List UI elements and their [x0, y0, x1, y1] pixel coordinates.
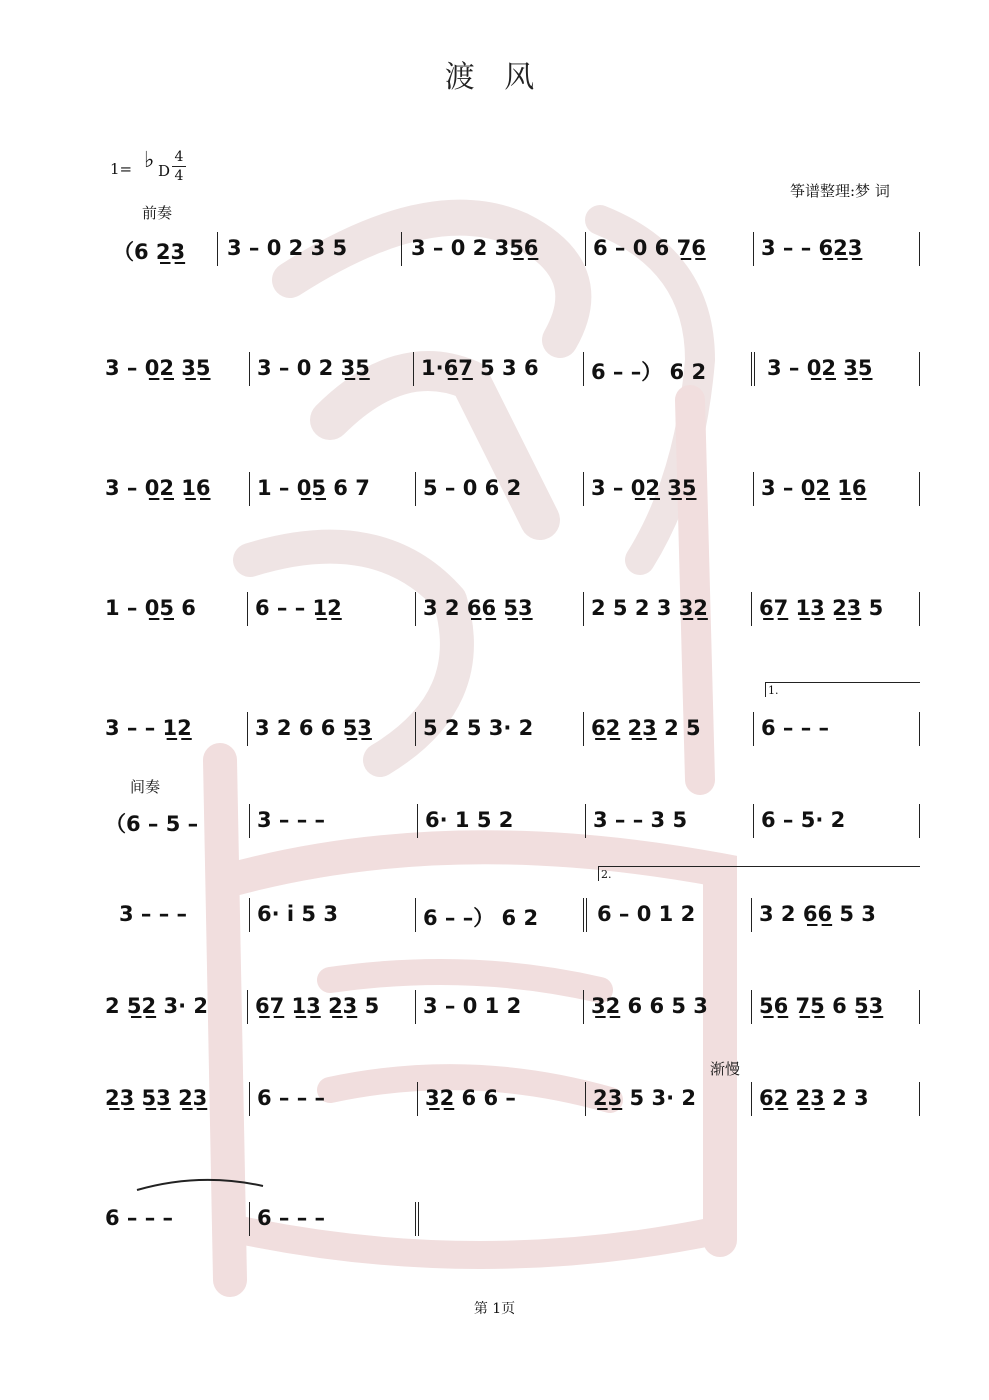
- measure: 3 – 0̲2̲ 3̲5̲: [105, 356, 211, 380]
- measure: 3̲2̲ 6 6 5 3: [591, 994, 708, 1018]
- time-bottom: 4: [174, 168, 184, 184]
- measure: 3 – – 3 5: [593, 808, 688, 832]
- measure: 5 2 5 3· 2: [423, 716, 534, 740]
- time-top: 4: [174, 149, 184, 165]
- volta-2-label: 2.: [601, 868, 612, 881]
- measure: 6 – – –: [105, 1206, 174, 1230]
- measure: 6· i 5 3: [257, 902, 338, 926]
- measure: 6̲2̲ 2̲3̲ 2 3: [759, 1086, 869, 1110]
- measure: 6 – –） 6 2: [423, 906, 539, 930]
- measure: 6̲7̲ 1̲3̲ 2̲3̲ 5: [255, 994, 380, 1018]
- page-footer: 第 1页: [473, 1301, 516, 1317]
- song-title: 渡 风: [444, 60, 545, 95]
- arranger-credit: 筝谱整理:梦 词: [790, 182, 890, 200]
- label-interlude: 间奏: [130, 778, 161, 796]
- measure: 3 2 6 6 5̲3̲: [255, 716, 372, 740]
- measure: 3 2 6̲6̲ 5̲3̲: [423, 596, 533, 620]
- measure: 1 – 0̲5̲ 6 7: [257, 476, 370, 500]
- label-slowing: 渐慢: [710, 1060, 741, 1078]
- score-row-3: [105, 464, 920, 534]
- score-row-5: [105, 704, 920, 774]
- volta-2: [598, 866, 920, 867]
- measure: （6 2̲3̲: [113, 240, 186, 264]
- key-note: D: [158, 162, 171, 180]
- measure: 3 – 0 1 2: [423, 994, 522, 1018]
- measure: （6 – 5 –: [105, 812, 199, 836]
- score-row-9: [105, 1074, 920, 1144]
- measure: 5̲6̲ 7̲5̲ 6 5̲3̲: [759, 994, 884, 1018]
- measure: 3 – 0 2 3 5: [227, 236, 348, 260]
- flat-icon: ♭: [144, 148, 155, 173]
- score-row-2: [105, 344, 920, 414]
- measure: 3 – 0̲2̲ 3̲5̲: [591, 476, 697, 500]
- measure: 3 – – 1̲2̲: [105, 716, 192, 740]
- label-prelude: 前奏: [142, 204, 173, 222]
- measure: 6 – – –: [761, 716, 830, 740]
- measure: 6 – – –: [257, 1086, 326, 1110]
- key-prefix: 1=: [110, 160, 133, 178]
- measure: 3 2 6̲6̲ 5 3: [759, 902, 876, 926]
- measure: 5 – 0 6 2: [423, 476, 522, 500]
- score-row-10: [105, 1194, 920, 1264]
- volta-1: [765, 682, 920, 683]
- measure: 3 – 0̲2̲ 3̲5̲: [767, 356, 873, 380]
- measure: 3 – – 6̲2̲3̲: [761, 236, 863, 260]
- score-row-8: [105, 982, 920, 1052]
- measure: 1·6̲7̲ 5 3 6: [421, 356, 539, 380]
- time-signature: [172, 148, 186, 185]
- measure: 2 5̲2̲ 3· 2: [105, 994, 208, 1018]
- measure: 6 – – 1̲2̲: [255, 596, 342, 620]
- measure: 6 – 0 6 7̲6̲: [593, 236, 706, 260]
- measure: 6̲2̲ 2̲3̲ 2 5: [591, 716, 701, 740]
- measure: 3̲2̲ 6 6 –: [425, 1086, 516, 1110]
- measure: 3 – – –: [119, 902, 188, 926]
- measure: 6 – 5· 2: [761, 808, 846, 832]
- tie-arc: [135, 1176, 265, 1192]
- measure: 6 – 0 1 2: [597, 902, 696, 926]
- measure: 1 – 0̲5̲ 6: [105, 596, 196, 620]
- measure: 2̲3̲ 5 3· 2: [593, 1086, 696, 1110]
- key-signature: [110, 150, 200, 194]
- measure: 6̲7̲ 1̲3̲ 2̲3̲ 5: [759, 596, 884, 620]
- volta-1-label: 1.: [768, 684, 779, 697]
- score-row-7: [105, 890, 920, 960]
- measure: 2 5 2 3 3̲2̲: [591, 596, 708, 620]
- measure: 6 – – –: [257, 1206, 326, 1230]
- measure: 2̲3̲ 5̲3̲ 2̲3̲: [105, 1086, 208, 1110]
- score-row-4: [105, 584, 920, 654]
- measure: 6 – –） 6 2: [591, 360, 707, 384]
- measure: 6· 1 5 2: [425, 808, 514, 832]
- measure: 3 – 0̲2̲ 1̲6̲: [761, 476, 867, 500]
- measure: 3 – 0 2 3̲5̲: [257, 356, 370, 380]
- measure: 3 – 0̲2̲ 1̲6̲: [105, 476, 211, 500]
- score-row-6: [105, 796, 920, 866]
- measure: 3 – – –: [257, 808, 326, 832]
- measure: 3 – 0 2 35̲6̲: [411, 236, 539, 260]
- score-row-1: [105, 224, 920, 294]
